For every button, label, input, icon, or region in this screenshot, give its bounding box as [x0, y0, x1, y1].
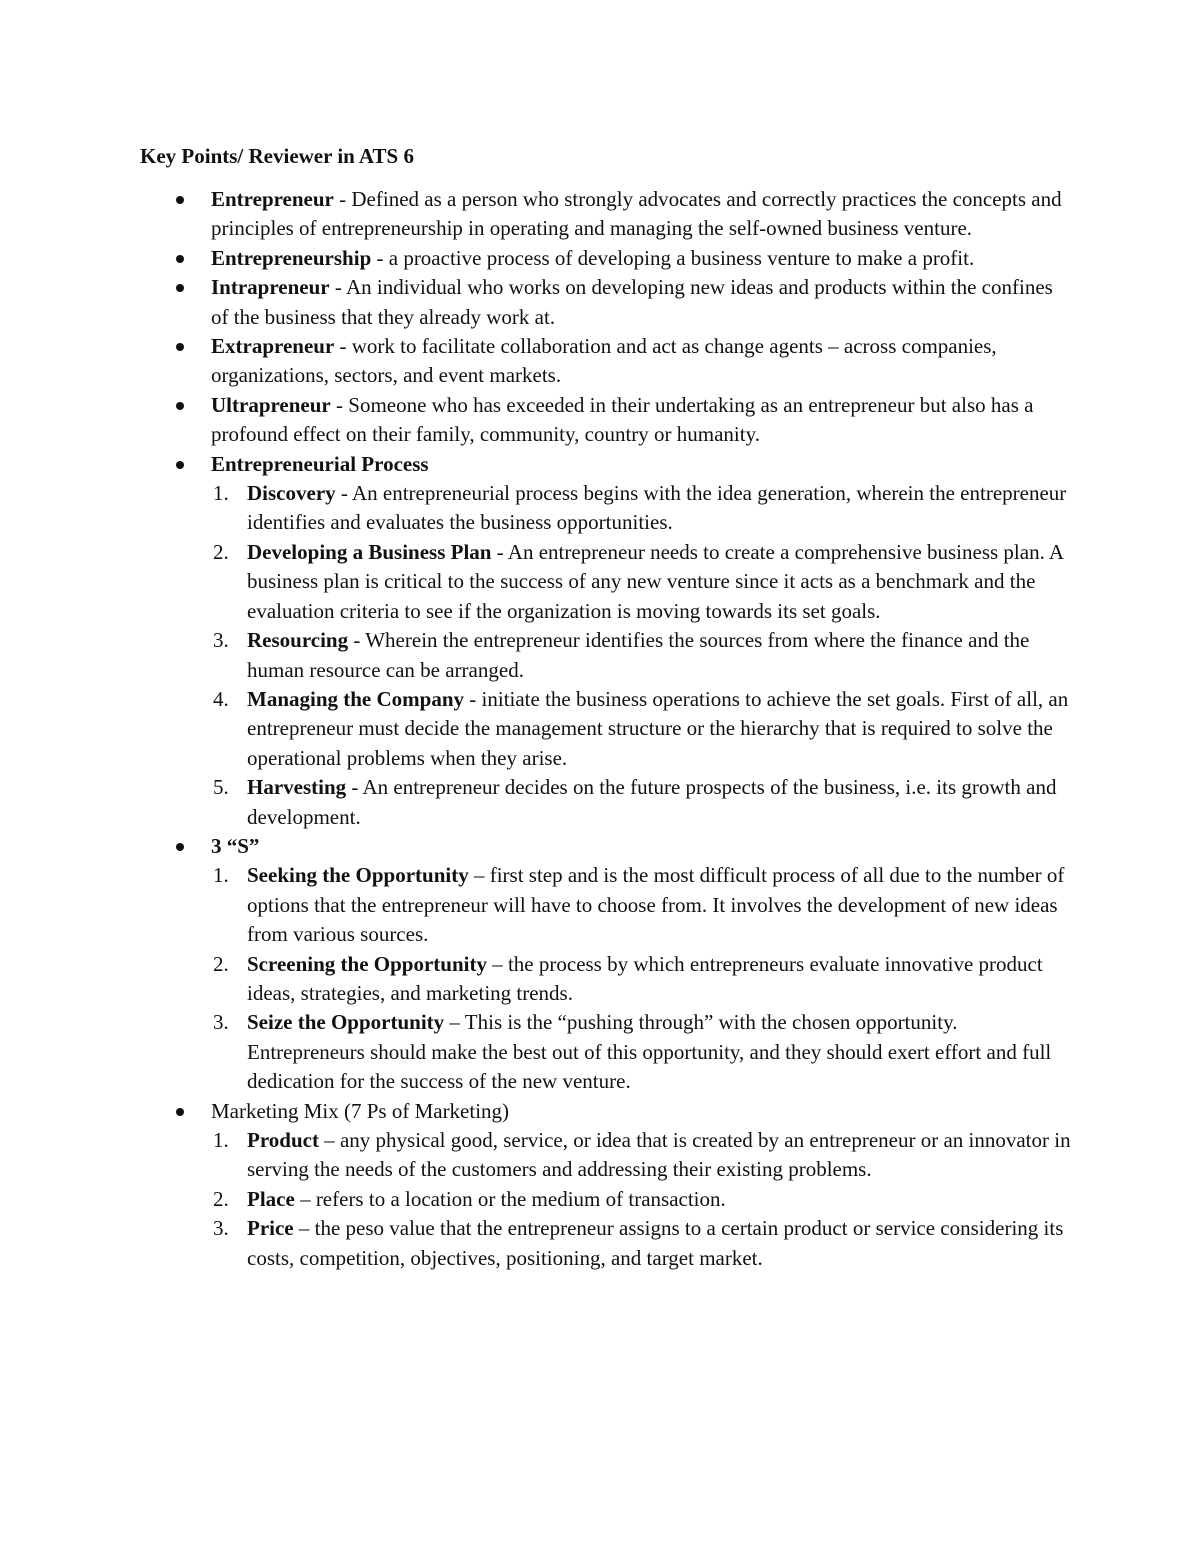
definition: – This is the “pushing through” with the chosen opportunity. Entrepreneurs should make the best out of this opportunity, and they should exert effort and full dedication for the success of the new venture. [247, 1010, 1052, 1094]
list-item [0, 685, 1077, 773]
list-number: 4. [213, 686, 229, 711]
term: Developing a Business Plan [247, 539, 492, 564]
definition: - Defined as a person who strongly advocates and correctly practices the concepts and principles of entrepreneurship in operating and managing the self-owned business venture. [211, 187, 1062, 241]
term: Harvesting [247, 775, 347, 800]
list-number: 1. [213, 481, 229, 506]
definition: - An individual who works on developing new ideas and products within the confines of the business that they already work at. [211, 275, 1053, 329]
term: Managing the Company [247, 686, 465, 711]
list-number: 5. [213, 775, 229, 800]
definition: - An entrepreneur needs to create a comprehensive business plan. A business plan is critical to the success of any new venture since it acts as a benchmark and the evaluation criteria to see if the organization is moving towards its set goals. [247, 539, 1063, 623]
term: Seeking the Opportunity [247, 863, 469, 888]
term: Place [247, 1186, 295, 1211]
bullet-icon [176, 402, 184, 410]
bullet-item-extrapreneur [0, 332, 1071, 391]
bullet-item-entrepreneurial-process [0, 450, 1071, 479]
term: Entrepreneur [211, 187, 334, 211]
list-item [0, 861, 1077, 949]
list-number: 2. [213, 1186, 229, 1211]
page-title: Key Points/ Reviewer in ATS 6 [140, 144, 414, 168]
bullet-icon [176, 284, 184, 292]
definition: - a proactive process of developing a business venture to make a profit. [371, 245, 975, 270]
term: Ultrapreneur [211, 392, 331, 417]
list-item [0, 1185, 1077, 1214]
list-number: 2. [213, 539, 229, 564]
list-item [0, 479, 1077, 538]
section-heading: Marketing Mix (7 Ps of Marketing) [211, 1098, 510, 1123]
bullet-icon [176, 843, 184, 851]
section-heading: 3 “S” [211, 833, 260, 858]
bullet-item-entrepreneurship [0, 244, 1071, 273]
definition: - An entrepreneurial process begins with the idea generation, wherein the entrepreneur identifies and evaluates the business opportunities. [247, 481, 1067, 535]
list-item [0, 538, 1077, 626]
term: Intrapreneur [211, 275, 330, 300]
list-item [0, 1008, 1077, 1096]
term: Resourcing [247, 628, 349, 653]
definition: - work to facilitate collaboration and act as change agents – across companies, organizations, sectors, and event markets. [211, 334, 997, 388]
list-item [0, 1126, 1077, 1185]
definition: - Wherein the entrepreneur identifies the sources from where the finance and the human resource can be arranged. [247, 628, 1030, 682]
term: Seize the Opportunity [247, 1010, 445, 1035]
list-number: 2. [213, 951, 229, 976]
bullet-icon [176, 461, 184, 469]
definition: – first step and is the most difficult process of all due to the number of options that the entrepreneur will have to choose from. It involves the development of new ideas from various sources. [247, 863, 1065, 947]
term: Price [247, 1216, 294, 1241]
list-number: 3. [213, 1010, 229, 1035]
definition: – refers to a location or the medium of transaction. [294, 1186, 726, 1211]
section-heading: Entrepreneurial Process [211, 451, 429, 476]
bullet-item-entrepreneur [0, 185, 1071, 244]
definition: – the peso value that the entrepreneur assigns to a certain product or service considering its costs, competition, objectives, positioning, and target market. [247, 1216, 1064, 1270]
definition: - An entrepreneur decides on the future prospects of the business, i.e. its growth and development. [247, 775, 1057, 829]
definition: – any physical good, service, or idea that is created by an entrepreneur or an innovator in serving the needs of the customers and addressing their existing problems. [247, 1128, 1071, 1182]
bullet-item-3s [0, 832, 1071, 861]
bullet-item-ultrapreneur [0, 391, 1071, 450]
list-item [0, 626, 1077, 685]
definition: - initiate the business operations to achieve the set goals. First of all, an entrepreneur must decide the management structure or the hierarchy that is required to solve the operational problems when they arise. [247, 686, 1069, 770]
bullet-list [0, 185, 1200, 1273]
list-number: 1. [213, 1128, 229, 1152]
list-number: 3. [213, 1216, 229, 1241]
definition: - Someone who has exceeded in their undertaking as an entrepreneur but also has a profound effect on their family, community, country or humanity. [211, 392, 1034, 447]
term: Product [247, 1128, 319, 1152]
term: Extrapreneur [211, 334, 335, 359]
term: Screening the Opportunity [247, 951, 487, 976]
bullet-icon [176, 255, 184, 263]
definition: – the process by which entrepreneurs evaluate innovative product ideas, strategies, and marketing trends. [247, 951, 1043, 1005]
bullet-icon [176, 196, 184, 204]
bullet-item-intrapreneur [0, 273, 1071, 332]
bullet-item-marketing-mix [0, 1097, 1071, 1126]
list-item [0, 773, 1077, 832]
bullet-icon [176, 1108, 184, 1116]
bullet-icon [176, 343, 184, 351]
list-number: 1. [213, 863, 229, 888]
list-number: 3. [213, 628, 229, 653]
term: Discovery [247, 481, 336, 506]
list-item [0, 1214, 1077, 1273]
term: Entrepreneurship [211, 245, 372, 270]
list-item [0, 950, 1077, 1009]
